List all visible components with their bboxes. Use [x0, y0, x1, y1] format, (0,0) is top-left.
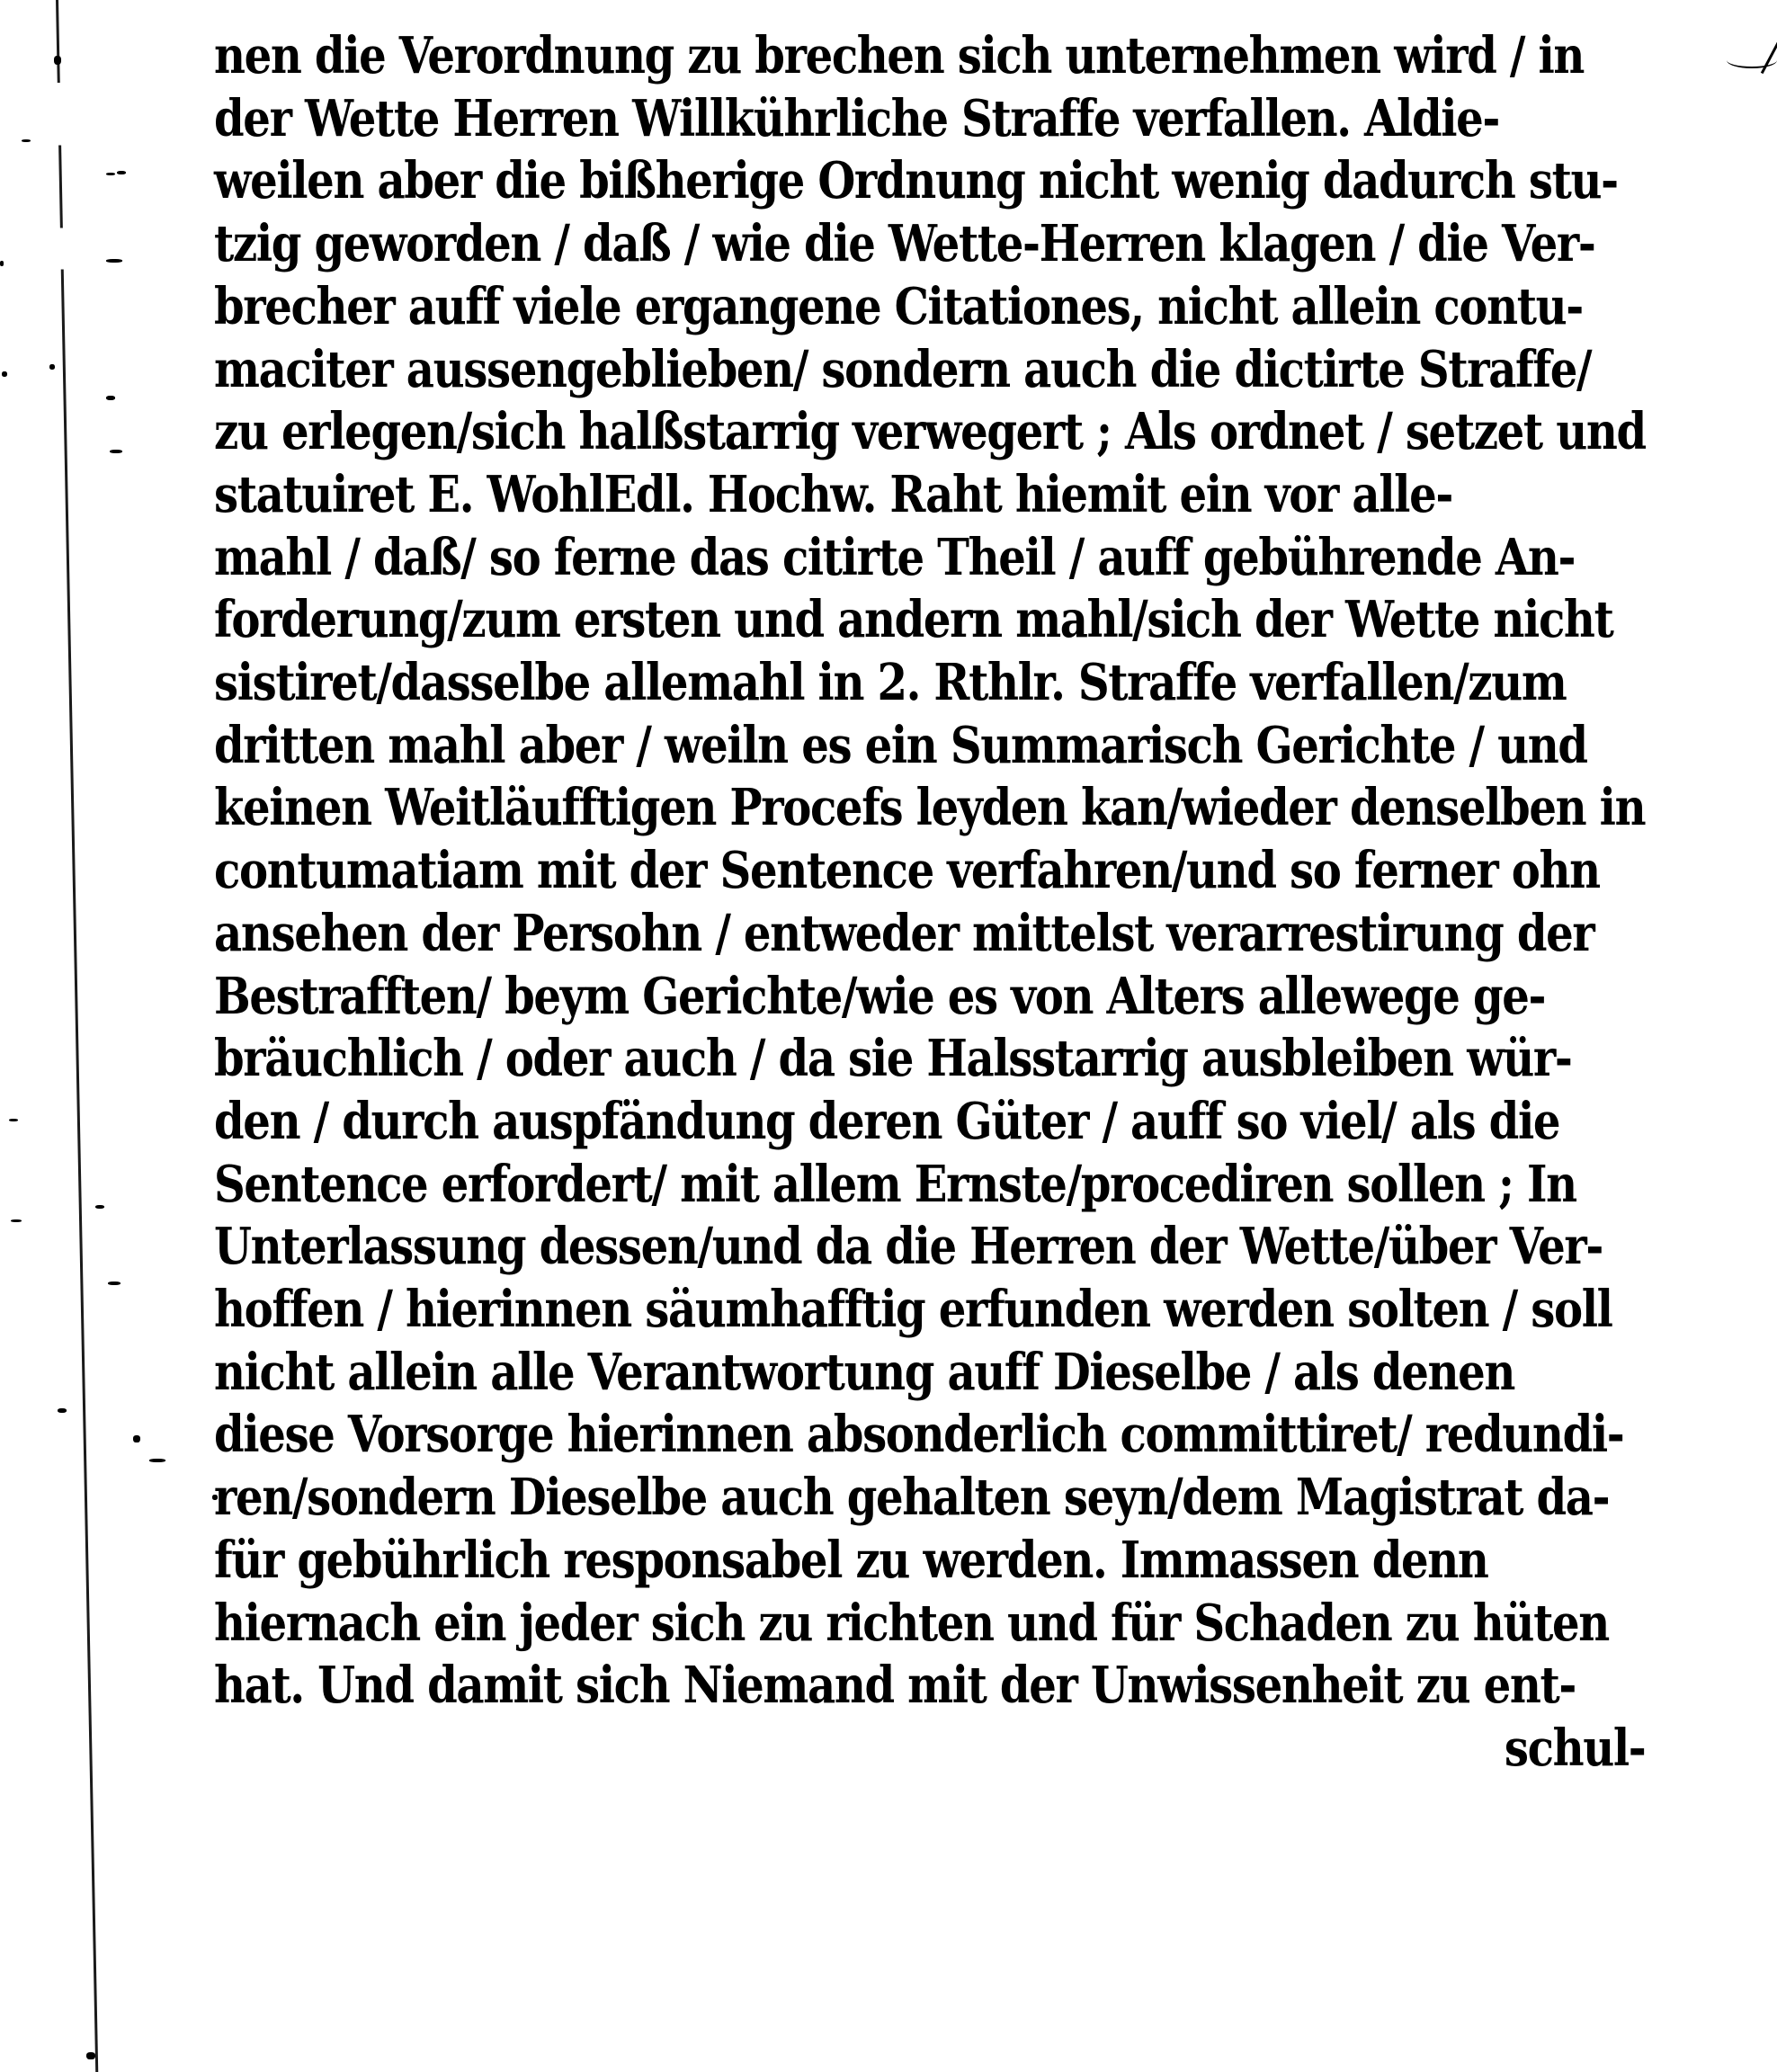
text-line: tzig geworden / daß / wie die Wette-Herren klagen / die Ver- — [214, 214, 1595, 274]
text-line: Bestrafften/ beym Gerichte/wie es von Alters allewege ge- — [214, 966, 1546, 1026]
scan-speck — [106, 173, 115, 175]
scan-speck — [9, 1119, 18, 1121]
scan-speck — [2, 371, 7, 377]
text-line: der Wette Herren Willkührliche Straffe verfallen. Aldie- — [214, 88, 1500, 148]
text-line: maciter aussengeblieben/ sondern auch die dictirte Straffe/ — [214, 339, 1592, 399]
document-body — [214, 25, 1653, 1781]
text-line: brecher auff viele ergangene Citationes, nicht allein contu- — [214, 276, 1583, 336]
scan-speck — [49, 364, 55, 370]
text-line: keinen Weitläufftigen Procefs leyden kan/wieder denselben in — [214, 778, 1646, 838]
scan-speck — [106, 259, 122, 263]
text-line: dritten mahl aber / weiln es ein Summarisch Gerichte / und — [214, 715, 1587, 775]
scan-speck — [117, 171, 126, 174]
text-line: ansehen der Persohn / entweder mittelst verarrestirung der — [214, 903, 1594, 963]
page-fold-line — [56, 0, 98, 2072]
text-line: mahl / daß/ so ferne das citirte Theil / auff gebührende An- — [214, 527, 1576, 587]
text-line: hiernach ein jeder sich zu richten und für Schaden zu hüten — [214, 1593, 1609, 1653]
scan-speck — [86, 2052, 95, 2059]
text-line: bräuchlich / oder auch / da sie Halsstarrig ausbleiben wür- — [214, 1029, 1572, 1089]
scan-speck — [106, 396, 115, 400]
text-line: diese Vorsorge hierinnen absonderlich committiret/ redundi- — [214, 1405, 1624, 1465]
scan-speck — [22, 139, 31, 142]
text-line: zu erlegen/sich halßstarrig verwegert ; Als ordnet / setzet und — [214, 402, 1646, 462]
scan-speck — [58, 1408, 67, 1413]
catchword: schul- — [1504, 1718, 1646, 1778]
text-line: für gebührlich responsabel zu werden. Immassen denn — [214, 1530, 1488, 1590]
text-line: ren/sondern Dieselbe auch gehalten seyn/dem Magistrat da- — [214, 1468, 1610, 1528]
text-line: nen die Verordnung zu brechen sich unternehmen wird / in — [214, 26, 1585, 85]
text-line: den / durch auspfändung deren Güter / auff so viel/ als die — [214, 1091, 1560, 1151]
text-line: forderung/zum ersten und andern mahl/sich der Wette nicht — [214, 590, 1613, 650]
scan-speck — [108, 1282, 121, 1285]
text-line: contumatiam mit der Sentence verfahren/und so ferner ohn — [214, 841, 1600, 901]
scan-speck — [11, 1219, 22, 1222]
text-line: nicht allein alle Verantwortung auff Dieselbe / als denen — [214, 1342, 1515, 1402]
scan-speck — [133, 1435, 140, 1442]
text-line: Sentence erfordert/ mit allem Ernste/procediren sollen ; In — [214, 1154, 1576, 1214]
scan-speck — [54, 56, 61, 65]
text-line: hoffen / hierinnen säumhafftig erfunden werden solten / soll — [214, 1280, 1612, 1340]
text-line: weilen aber die bißherige Ordnung nicht wenig dadurch stu- — [214, 151, 1618, 211]
scan-speck — [0, 261, 4, 266]
text-line: Unterlassung dessen/und da die Herren der Wette/über Ver- — [214, 1217, 1603, 1277]
text-line: hat. Und damit sich Niemand mit der Unwissenheit zu ent- — [214, 1656, 1576, 1716]
scan-speck — [149, 1459, 165, 1462]
margin-mark — [1727, 52, 1777, 68]
scan-speck — [110, 450, 122, 453]
scan-speck — [95, 1205, 104, 1209]
text-line: sistiret/dasselbe allemahl in 2. Rthlr. Straffe verfallen/zum — [214, 653, 1567, 713]
text-line: statuiret E. WohlEdl. Hochw. Raht hiemit ein vor alle- — [214, 464, 1452, 524]
